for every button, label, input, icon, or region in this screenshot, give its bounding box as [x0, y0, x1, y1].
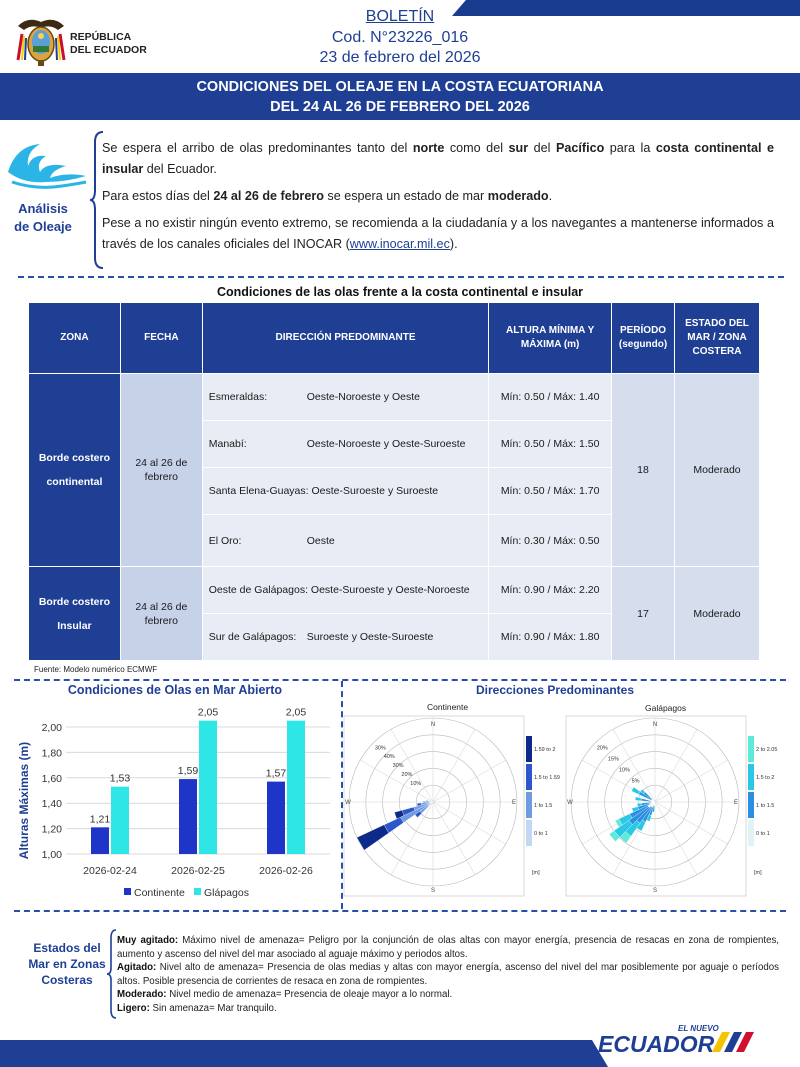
- state-cell: Moderado: [675, 567, 760, 661]
- y-axis-label: Alturas Máximas (m): [17, 741, 31, 860]
- rose-legend-swatch: [526, 764, 532, 790]
- estado-item: Ligero: Sin amenaza= Mar tranquilo.: [117, 1002, 277, 1014]
- y-tick-label: 1,80: [41, 747, 62, 760]
- divider: [18, 276, 784, 278]
- bar: [179, 779, 197, 854]
- radial-label: 20%: [596, 745, 608, 752]
- data-label: 2,05: [197, 706, 219, 719]
- direction-cell: Oeste de Galápagos: Oeste-Suroeste y Oeste-Noroeste: [202, 567, 488, 614]
- y-tick-label: 1,40: [41, 798, 62, 811]
- data-label: 1,57: [265, 767, 287, 780]
- y-tick-label: 1,20: [41, 823, 62, 836]
- compass-s: S: [652, 888, 658, 894]
- legend-label: Glápagos: [204, 887, 249, 899]
- bar: [91, 827, 109, 854]
- direction-cell: Esmeraldas: Oeste-Noroeste y Oeste: [202, 374, 488, 421]
- rose-legend-swatch: [748, 820, 754, 846]
- height-cell: Mín: 0.90 / Máx: 2.20: [489, 567, 612, 614]
- el-nuevo-ecuador-logo: [598, 1022, 778, 1056]
- country-name: REPÚBLICA DEL ECUADOR: [70, 31, 147, 56]
- height-cell: Mín: 0.50 / Máx: 1.40: [489, 374, 612, 421]
- header-accent-bar: [452, 0, 800, 16]
- header-zona: ZONA: [29, 303, 121, 374]
- rose-legend-swatch: [748, 792, 754, 818]
- data-label: 1,59: [177, 765, 199, 778]
- header-estado: ESTADO DEL MAR / ZONA COSTERA: [675, 303, 760, 374]
- table-title: Condiciones de las olas frente a la costa continental e insular: [216, 285, 584, 299]
- radial-label: 30%: [374, 745, 386, 752]
- direction-cell: Sur de Galápagos: Suroeste y Oeste-Suroeste: [202, 614, 488, 661]
- data-label: 1,21: [89, 813, 111, 826]
- rose-legend-label: 2 to 2.05: [756, 747, 778, 753]
- y-tick-label: 2,00: [41, 722, 62, 734]
- rose-galapagos: [566, 716, 778, 896]
- height-cell: Mín: 0.50 / Máx: 1.70: [489, 468, 612, 515]
- data-label: 2,05: [285, 706, 307, 719]
- fecha-cell: 24 al 26 de febrero: [120, 567, 202, 661]
- brand-text: ECUADOR: [598, 1031, 715, 1057]
- radial-label: 40%: [383, 754, 395, 761]
- x-tick-label: 2026-02-24: [83, 865, 137, 877]
- inocar-link[interactable]: www.inocar.mil.ec: [349, 237, 450, 251]
- zona-cell: Borde costero Insular: [29, 567, 121, 661]
- compass-s: S: [430, 888, 436, 894]
- analysis-label: Análisis de Oleaje: [14, 201, 72, 234]
- table-header-row: [29, 303, 760, 374]
- header-fecha: FECHA: [120, 303, 202, 374]
- compass-w: W: [345, 800, 351, 806]
- x-tick-label: 2026-02-26: [259, 865, 313, 877]
- height-cell: Mín: 0.50 / Máx: 1.50: [489, 421, 612, 468]
- legend-swatch: [124, 888, 131, 895]
- rose-legend-label: 1 to 1.5: [534, 803, 553, 809]
- legend-label: Continente: [134, 887, 185, 899]
- radial-label: 5%: [631, 778, 640, 785]
- rose-galapagos-subtitle: Galápagos: [645, 703, 687, 713]
- analysis-text: Se espera el arribo de olas predominantes tanto del norte como del sur del Pacífico para la costa continental e insular del Ecuador. Para estos días del 24 al 26 de febrero se espera un estado de mar moderado. Pese a no existir ningún evento extremo, se recomienda a la ciudadanía y a los navegantes a mantenerse informados a través de los canales oficiales del INOCAR (www.inocar.mil.ec).: [102, 141, 774, 251]
- estados-text: [117, 934, 779, 1015]
- header-periodo: PERÍODO (segundo): [612, 303, 675, 374]
- rose-legend-label: 1.59 to 2: [534, 747, 556, 753]
- state-cell: Moderado: [675, 374, 760, 567]
- header-direccion: DIRECCIÓN PREDOMINANTE: [202, 303, 488, 374]
- roses-title: Direcciones Predominantes: [475, 683, 635, 697]
- rose-continente: [344, 716, 560, 896]
- bulletin-date: 23 de febrero del 2026: [319, 49, 481, 66]
- divider: [14, 679, 786, 681]
- bar-chart: [0, 700, 340, 906]
- rose-legend-label: 0 to 1: [756, 831, 770, 837]
- rose-legend-swatch: [526, 736, 532, 762]
- estado-item: Muy agitado: Máximo nivel de amenaza= Peligro por la conjunción de olas altas con mayor energía, presencia de resacas en zona de rompientes, aumento y ascenso del nivel del mar asociado al aguaje máximo y periodos altos.: [117, 935, 779, 960]
- rose-legend-label: 1.5 to 2: [756, 775, 775, 781]
- rose-unit: [m]: [754, 870, 762, 876]
- x-tick-label: 2026-02-25: [171, 865, 225, 877]
- period-cell: 18: [612, 374, 675, 567]
- compass-e: E: [511, 800, 517, 806]
- radial-label: 30%: [392, 763, 404, 770]
- rose-legend-label: 1.5 to 1.59: [534, 775, 560, 781]
- rose-legend-swatch: [526, 820, 532, 846]
- radial-label: 15%: [607, 756, 619, 763]
- table-source: Fuente: Modelo numérico ECMWF: [34, 665, 158, 674]
- rose-unit: [m]: [532, 870, 540, 876]
- rose-legend-label: 1 to 1.5: [756, 803, 775, 809]
- bulletin-label: BOLETÍN: [365, 8, 435, 25]
- divider: [14, 910, 786, 912]
- rose-legend-swatch: [748, 764, 754, 790]
- estado-item: Agitado: Nivel alto de amenaza= Presencia de olas medias y altas con mayor energía, ascenso del nivel del mar posiblemente por aguaje o períodos altos. Posible presencia de corrientes de resaca en zona de rompientes.: [117, 962, 779, 987]
- estados-label: Estados del Mar en Zonas Costeras: [28, 941, 106, 987]
- fecha-cell: 24 al 26 de febrero: [120, 374, 202, 567]
- rose-legend-swatch: [526, 792, 532, 818]
- bar: [287, 721, 305, 854]
- zona-cell: Borde costero continental: [29, 374, 121, 567]
- radial-label: 10%: [619, 767, 631, 774]
- bar: [267, 782, 285, 854]
- rose-continente-subtitle: Continente: [427, 702, 469, 712]
- y-tick-label: 1,60: [41, 772, 62, 785]
- conditions-table: [28, 302, 760, 661]
- direction-cell: Santa Elena-Guayas: Oeste-Suroeste y Suroeste: [202, 468, 488, 515]
- compass-w: W: [567, 800, 573, 806]
- ecuador-coat-of-arms-icon: [14, 12, 68, 68]
- legend-swatch: [194, 888, 201, 895]
- header-altura: ALTURA MÍNIMA Y MÁXIMA (m): [489, 303, 612, 374]
- compass-n: N: [430, 722, 436, 728]
- bar-chart-title: Condiciones de Olas en Mar Abierto: [67, 683, 283, 697]
- estado-item: Moderado: Nivel medio de amenaza= Presencia de oleaje mayor a lo normal.: [117, 989, 453, 1000]
- radial-label: 20%: [401, 771, 413, 778]
- radial-label: 10%: [410, 780, 422, 787]
- bar: [111, 787, 129, 854]
- period-cell: 17: [612, 567, 675, 661]
- y-tick-label: 1,00: [41, 849, 62, 861]
- rose-legend-label: 0 to 1: [534, 831, 548, 837]
- rose-legend-swatch: [748, 736, 754, 762]
- direction-cell: Manabí: Oeste-Noroeste y Oeste-Suroeste: [202, 421, 488, 468]
- direction-cell: El Oro: Oeste: [202, 515, 488, 567]
- wave-icon: [6, 132, 88, 192]
- bulletin-code: Cod. N°23226_016: [331, 29, 469, 46]
- bar: [199, 721, 217, 854]
- page-title: CONDICIONES DEL OLEAJE EN LA COSTA ECUATORIANA DEL 24 AL 26 DE FEBRERO DEL 2026: [0, 73, 800, 120]
- compass-e: E: [733, 800, 739, 806]
- divider-vertical: [341, 681, 343, 909]
- brand-small: EL NUEVO: [678, 1024, 719, 1033]
- compass-n: N: [652, 722, 658, 728]
- data-label: 1,53: [109, 772, 131, 785]
- height-cell: Mín: 0.30 / Máx: 0.50: [489, 515, 612, 567]
- table-row: [29, 567, 760, 614]
- height-cell: Mín: 0.90 / Máx: 1.80: [489, 614, 612, 661]
- table-row: [29, 374, 760, 421]
